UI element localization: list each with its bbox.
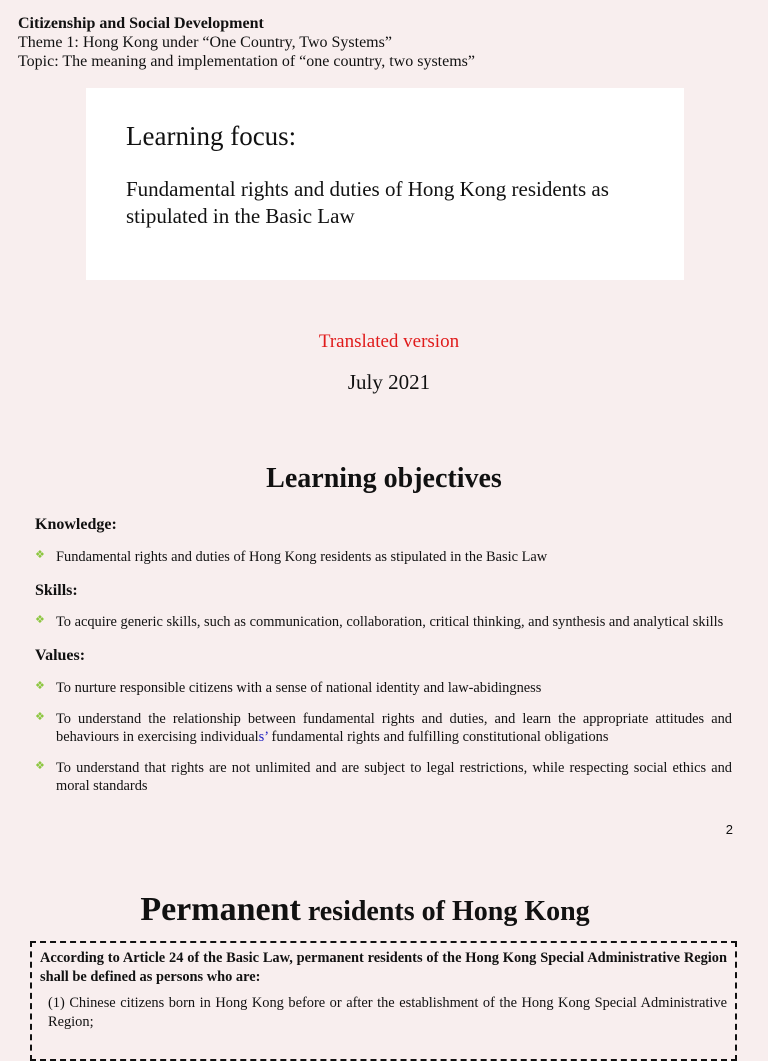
learning-focus-box bbox=[86, 88, 684, 280]
translated-version-label: Translated version bbox=[318, 331, 460, 352]
diamond-bullet-icon: ❖ bbox=[35, 613, 45, 626]
list-item bbox=[35, 710, 732, 746]
skills-item-text: To acquire generic skills, such as communication, collaboration, critical thinking, and synthesis and analytical skills bbox=[56, 614, 724, 630]
values-section bbox=[35, 646, 732, 795]
skills-section bbox=[35, 581, 732, 631]
values-item-text: To nurture responsible citizens with a sense of national identity and law-abidingness bbox=[56, 680, 542, 696]
publication-date: July 2021 bbox=[347, 370, 431, 394]
article-24-box bbox=[30, 941, 737, 1061]
list-item bbox=[35, 759, 732, 795]
page-header bbox=[18, 14, 475, 71]
article-intro: According to Article 24 of the Basic Law, permanent residents of the Hong Kong Special Administrative Region shall be defined as persons who are: bbox=[40, 950, 727, 985]
diamond-bullet-icon: ❖ bbox=[35, 679, 45, 692]
list-item bbox=[35, 548, 732, 566]
learning-focus-title: Learning focus: bbox=[126, 121, 297, 151]
page-number: 2 bbox=[725, 822, 733, 837]
list-item bbox=[35, 613, 732, 631]
values-item-text: To understand that rights are not unlimited and are subject to legal restrictions, while respecting social ethics and moral standards bbox=[56, 760, 732, 794]
values-item-text: To understand the relationship between fundamental rights and duties, and learn the appropriate attitudes and behaviours in exercising individual bbox=[56, 711, 732, 745]
skills-label: Skills: bbox=[35, 582, 78, 599]
diamond-bullet-icon: ❖ bbox=[35, 710, 45, 723]
permanent-residents-title bbox=[0, 890, 730, 936]
article-item: (1) Chinese citizens born in Hong Kong before or after the establishment of the Hong Kong Special Administrative Region; bbox=[48, 995, 727, 1030]
list-item bbox=[35, 679, 732, 697]
knowledge-label: Knowledge: bbox=[35, 516, 117, 533]
learning-focus-text: Fundamental rights and duties of Hong Kong residents as stipulated in the Basic Law bbox=[126, 177, 609, 228]
course-title: Citizenship and Social Development bbox=[18, 15, 264, 32]
knowledge-item-text: Fundamental rights and duties of Hong Kong residents as stipulated in the Basic Law bbox=[56, 549, 548, 565]
values-item-tail: fundamental rights and fulfilling constitutional obligations bbox=[267, 729, 609, 745]
diamond-bullet-icon: ❖ bbox=[35, 759, 45, 772]
permanent-title-rest: residents of Hong Kong bbox=[300, 896, 590, 927]
theme-line: Theme 1: Hong Kong under “One Country, Two Systems” bbox=[18, 34, 392, 51]
diamond-bullet-icon: ❖ bbox=[35, 548, 45, 561]
learning-objectives-title: Learning objectives bbox=[266, 463, 502, 494]
topic-line: Topic: The meaning and implementation of “one country, two systems” bbox=[18, 53, 475, 70]
permanent-title-word: Permanent bbox=[140, 891, 301, 928]
values-item-accent: s’ bbox=[258, 729, 268, 745]
knowledge-section bbox=[35, 515, 732, 566]
values-label: Values: bbox=[35, 647, 86, 664]
